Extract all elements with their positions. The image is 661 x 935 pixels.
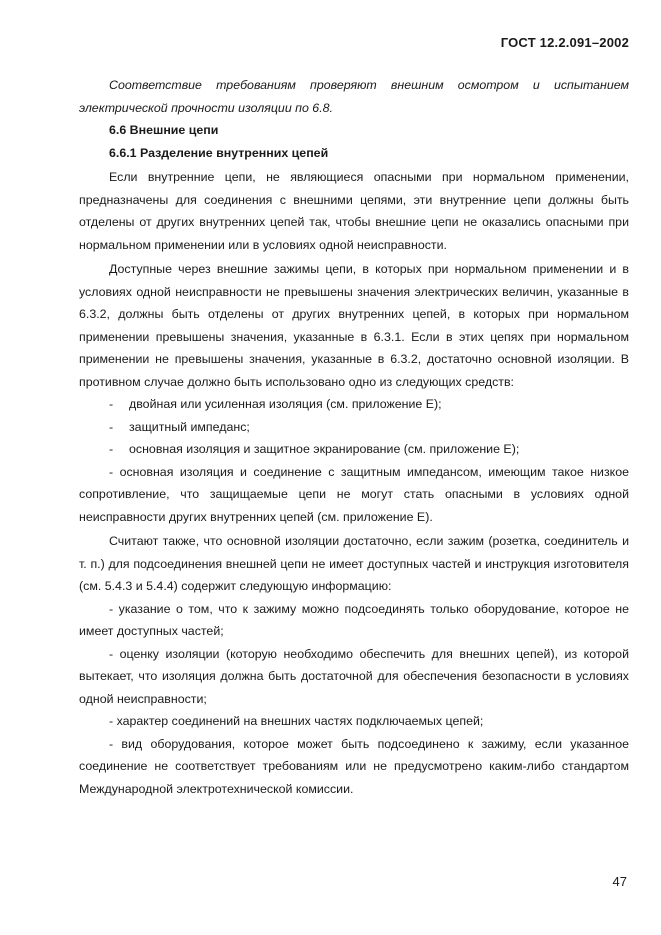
list-dash: -: [109, 397, 114, 411]
page-header: ГОСТ 12.2.091–2002: [500, 35, 629, 50]
info-item-3: - характер соединений на внешних частях подключаемых цепей;: [109, 714, 484, 728]
info-item-1: - указание о том, что к зажиму можно подсоединять только оборудование, которое не имеет доступных частей;: [79, 601, 629, 638]
info-item-2: - оценку изоляции (которую необходимо обеспечить для внешних цепей), из которой вытекает, что изоляция должна быть достаточной для обеспечения безопасности в условиях одной неисправности;: [79, 646, 629, 706]
info-item-4: - вид оборудования, которое может быть подсоединено к зажиму, если указанное соединение не соответствует требованиям или не предусмотрено каким-либо стандартом Международной электротехнической комиссии.: [79, 736, 629, 796]
list-dash: -: [109, 419, 114, 434]
list-item-text: защитный импеданс;: [129, 419, 250, 434]
list-item-text: основная изоляция и защитное экранирование (см. приложение Е);: [129, 442, 520, 456]
paragraph-internal-circuits: Если внутренние цепи, не являющиеся опасными при нормальном применении, предназначены для соединения с внешними цепями, эти внутренние цепи должны быть отделены от других внутренних цепей так, чтобы внешние цепи не оказались опасными при нормальном применении или в условиях одной неисправности.: [79, 170, 629, 252]
list-item: [79, 438, 629, 461]
list-item: [79, 393, 629, 416]
page-number: 47: [612, 874, 627, 889]
list-item-text: двойная или усиленная изоляция (см. приложение Е);: [129, 397, 442, 411]
section-heading: 6.6 Внешние цепи: [109, 123, 219, 137]
list-item-wrapped: - основная изоляция и соединение с защитным импедансом, имеющим такое низкое сопротивление, что защищаемые цепи не могут стать опасными в условиях одной неисправности других внутренних цепей (см. приложение Е).: [79, 464, 629, 524]
paragraph-basic-insulation: Считают также, что основной изоляции достаточно, если зажим (розетка, соединитель и т. п.) для подсоединения внешней цепи не имеет доступных частей и инструкция изготовителя (см. 5.4.3 и 5.4.4) содержит следующую информацию:: [79, 534, 629, 593]
paragraph-external-terminals: Доступные через внешние зажимы цепи, в которых при нормальном применении и в условиях одной неисправности не превышены значения электрических величин, указанные в 6.3.2, должны быть отделены от других внутренних цепей, в которых при нормальном применении превышены значения, указанные в 6.3.1. Если в этих цепях при нормальном применении не превышены значения, указанные в 6.3.2, достаточно основной изоляции. В противном случае должно быть использовано одно из следующих средств:: [79, 262, 629, 389]
list-item: [79, 416, 629, 439]
intro-italic-note: Соответствие требованиям проверяют внешним осмотром и испытанием электрической прочности изоляции по 6.8.: [79, 78, 629, 115]
list-dash: -: [109, 442, 114, 456]
document-body: [79, 74, 629, 800]
subsection-heading: 6.6.1 Разделение внутренних цепей: [109, 145, 329, 160]
